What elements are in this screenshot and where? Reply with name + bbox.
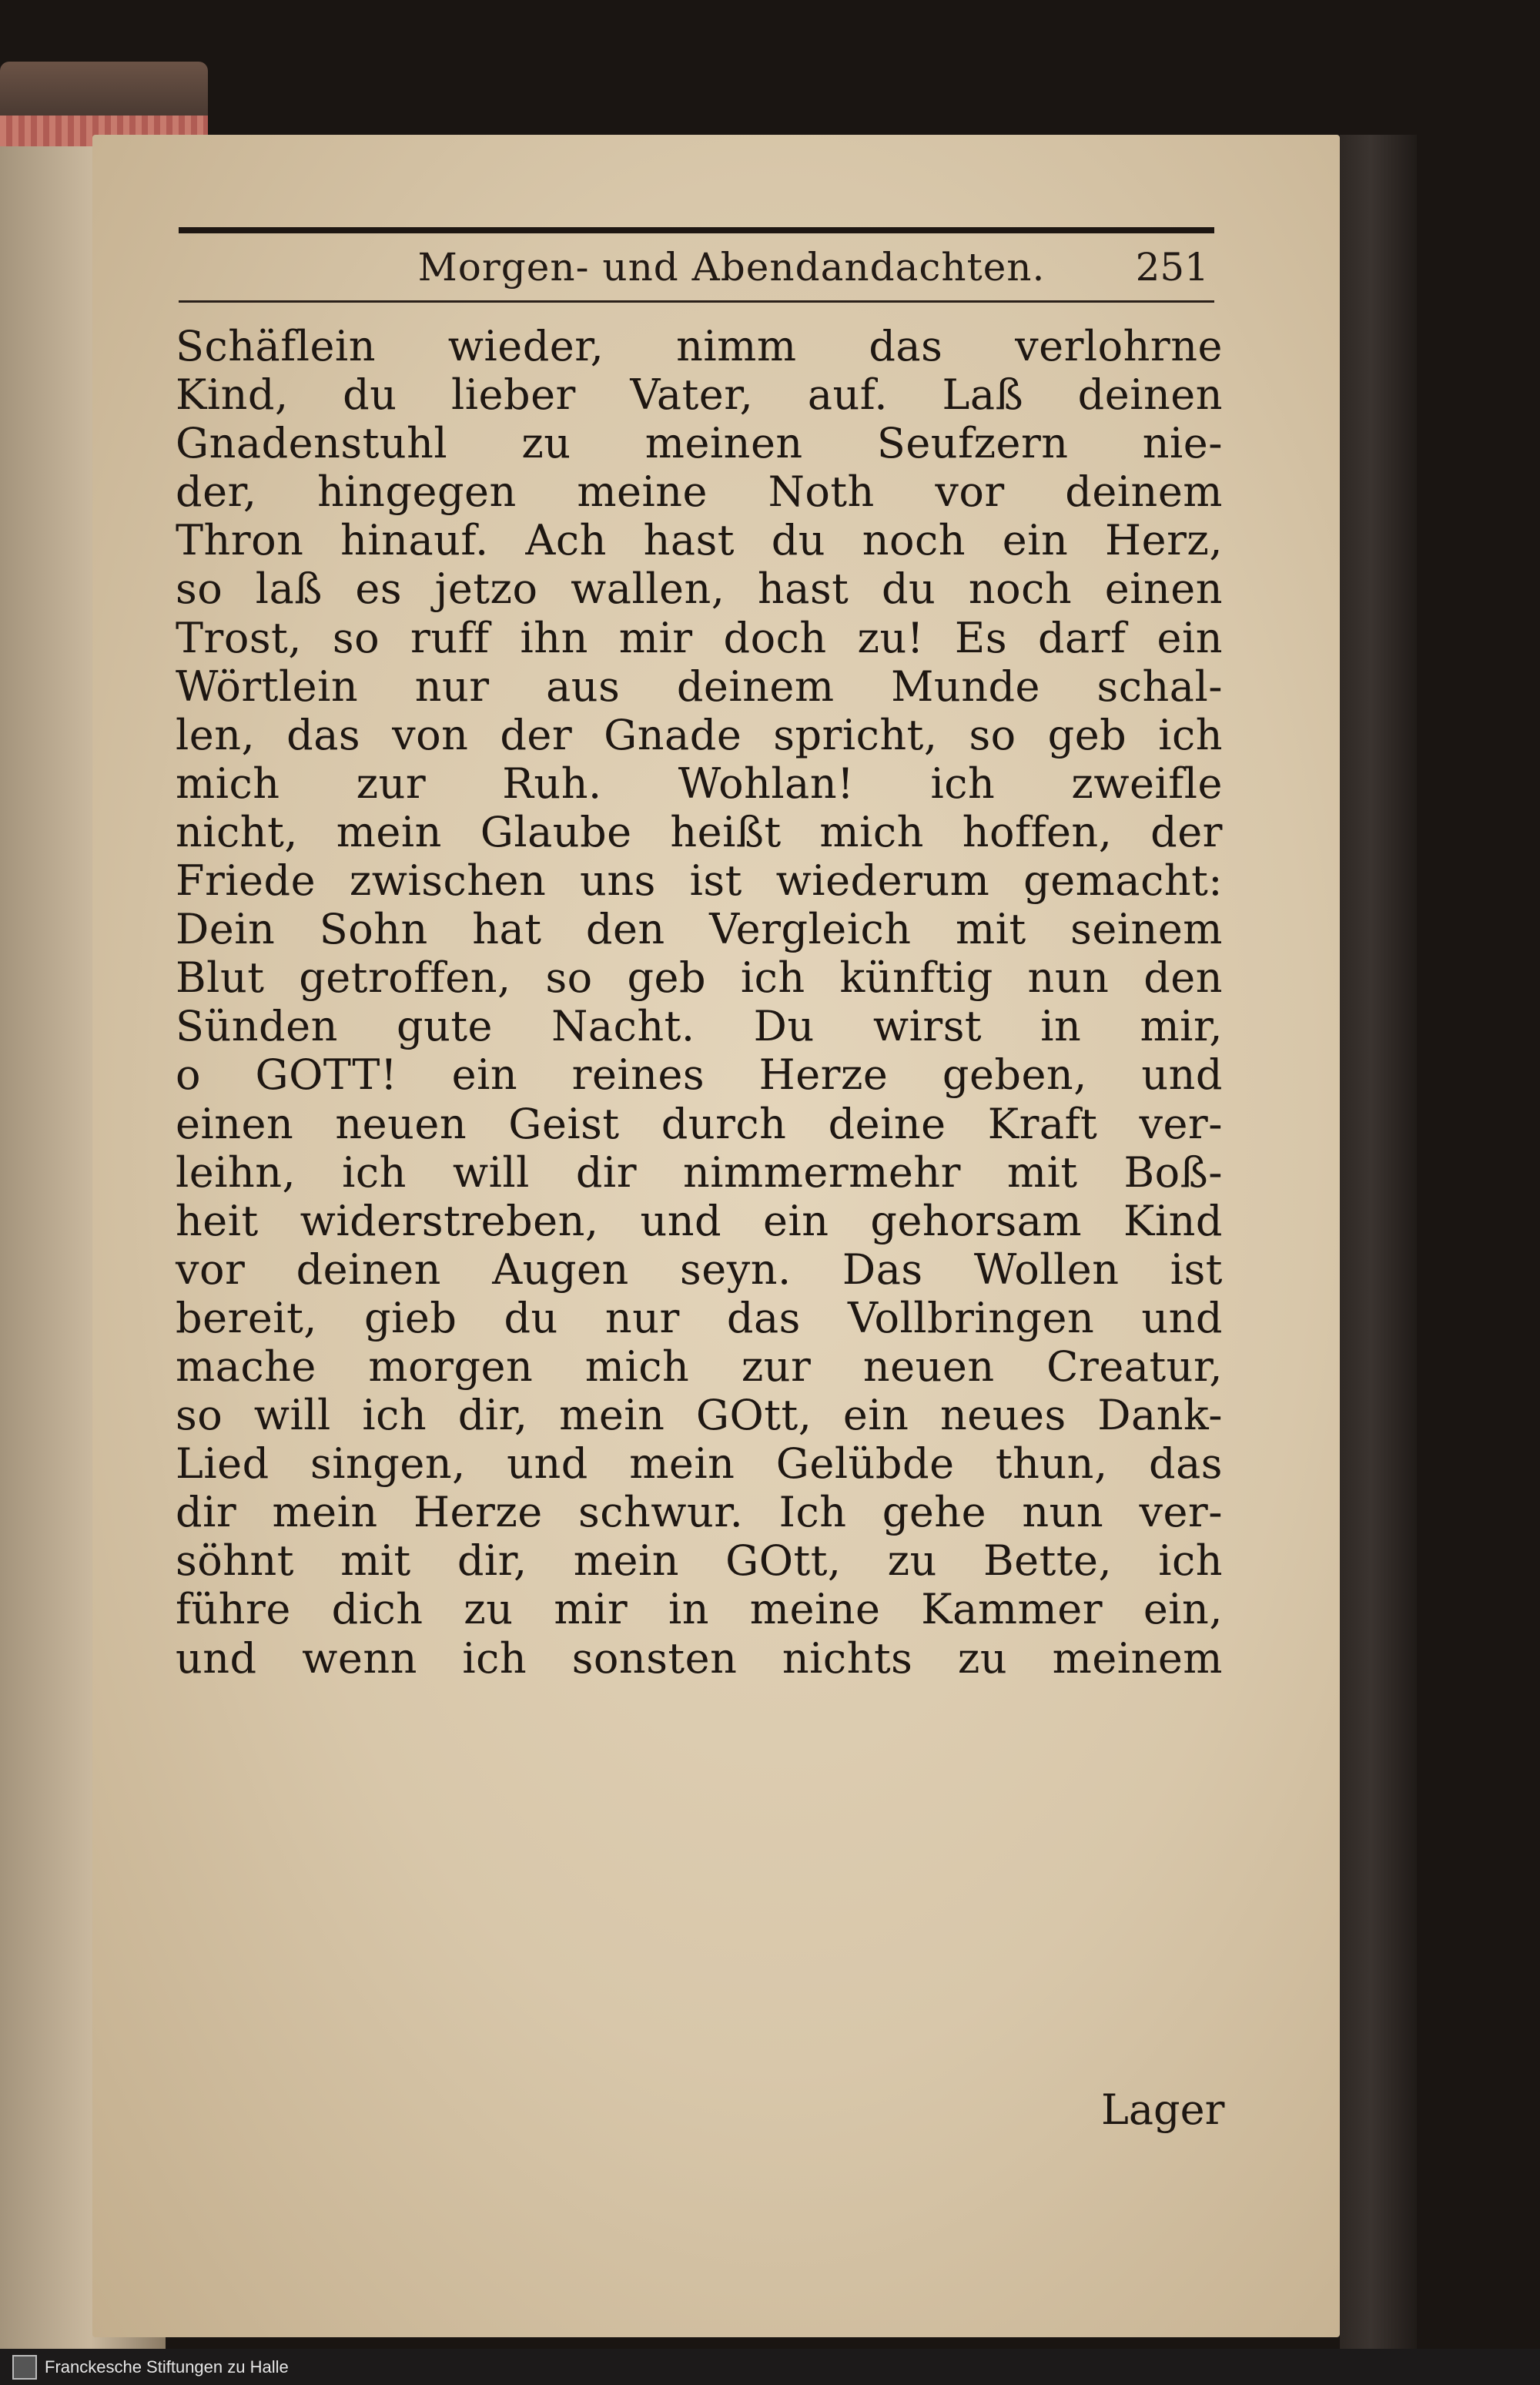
- header-rule-top: [179, 227, 1214, 233]
- text-line: nicht, mein Glaube heißt mich hoffen, der: [176, 807, 1223, 856]
- text-line: leihn, ich will dir nimmermehr mit Boß-: [176, 1147, 1223, 1197]
- page-text: [176, 322, 1223, 1683]
- text-line: der, hingegen meine Noth vor deinem: [176, 467, 1223, 517]
- text-line: Gnadenstuhl zu meinen Seufzern nie-: [176, 419, 1223, 468]
- text-line: Friede zwischen uns ist wiederum gemacht:: [176, 856, 1223, 906]
- text-line: Thron hinauf. Ach hast du noch ein Herz,: [176, 516, 1223, 565]
- text-line: söhnt mit dir, mein GOtt, zu Bette, ich: [176, 1536, 1223, 1586]
- catchword: Lager: [1101, 2085, 1225, 2134]
- text-line: Trost, so ruff ihn mir doch zu! Es darf ein: [176, 613, 1223, 662]
- text-line: vor deinen Augen seyn. Das Wollen ist: [176, 1244, 1223, 1294]
- text-line: Lied singen, und mein Gelübde thun, das: [176, 1439, 1223, 1489]
- book-spine: [0, 62, 208, 116]
- text-line: Dein Sohn hat den Vergleich mit seinem: [176, 905, 1223, 954]
- running-header: Morgen- und Abendandachten.: [417, 245, 1046, 290]
- text-line: so laß es jetzo wallen, hast du noch einen: [176, 564, 1223, 614]
- text-line: mache morgen mich zur neuen Creatur,: [176, 1342, 1223, 1391]
- text-line: dir mein Herze schwur. Ich gehe nun ver-: [176, 1488, 1223, 1537]
- text-line: bereit, gieb du nur das Vollbringen und: [176, 1293, 1223, 1342]
- text-line: so will ich dir, mein GOtt, ein neues Dank-: [176, 1391, 1223, 1440]
- text-line: führe dich zu mir in meine Kammer ein,: [176, 1585, 1223, 1634]
- text-line: Schäflein wieder, nimm das verlohrne: [176, 322, 1223, 370]
- page-number: 251: [1135, 245, 1209, 290]
- text-line: o GOTT! ein reines Herze geben, und: [176, 1050, 1223, 1100]
- text-line: Sünden gute Nacht. Du wirst in mir,: [176, 1002, 1223, 1051]
- text-line: Wörtlein nur aus deinem Munde schal-: [176, 662, 1223, 711]
- book-cover-edge: [1340, 135, 1417, 2349]
- footer-bar: [0, 2349, 1540, 2385]
- text-line: mich zur Ruh. Wohlan! ich zweifle: [176, 759, 1223, 808]
- text-line: Blut getroffen, so geb ich künftig nun den: [176, 953, 1223, 1003]
- text-line: Kind, du lieber Vater, auf. Laß deinen: [176, 370, 1223, 420]
- text-line: und wenn ich sonsten nichts zu meinem: [176, 1633, 1223, 1683]
- institution-name: Franckesche Stiftungen zu Halle: [45, 2357, 289, 2377]
- text-line: len, das von der Gnade spricht, so geb ich: [176, 710, 1223, 759]
- text-line: einen neuen Geist durch deine Kraft ver-: [176, 1099, 1223, 1148]
- institution-logo-icon: [12, 2355, 37, 2380]
- header-rule-bottom: [179, 300, 1214, 303]
- text-line: heit widerstreben, und ein gehorsam Kind: [176, 1196, 1223, 1245]
